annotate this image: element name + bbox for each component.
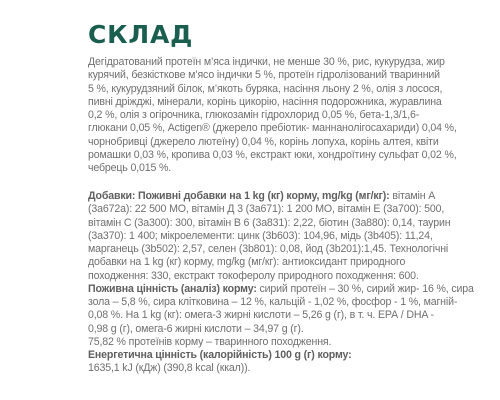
additives-line: марганець (3b502): 2,57, селен (3b801): 0,08, йод (3b201):1,45. Технологічні (88, 243, 449, 255)
analysis-line (88, 283, 498, 296)
energy-label: Енергетична цінність (калорійність) 100 g (г) корму: (88, 349, 352, 361)
composition-line: чебрець 0,015 %. (88, 162, 172, 174)
additives-line: (3a370): 1 400; мікроелементи: цинк (3b603): 104,96, мідь (3b405): 11,24, (88, 229, 433, 242)
additives-label: Добавки: Поживні добавки на 1 kg (кг) корму, mg/kg (мг/кг): (88, 190, 390, 202)
page-title: СКЛАД (88, 20, 194, 49)
analysis-line: 75,82 % протеїнів корму – тваринного походження. (88, 335, 332, 348)
additives-line: добавки на 1 kg (кг) корму, mg/kg (мг/кг): антиоксидант природного (88, 256, 406, 269)
analysis-text: сирий протеїн – 30 %, сирий жир- 16 %, сира (256, 282, 474, 295)
additives-text: вітамін А (389, 190, 436, 202)
additives-line (88, 190, 498, 203)
analysis-line: зола – 5,8 %, сира клітковина – 12 %, кальцій - 1,02 %, фосфор - 1 %, магній- (88, 296, 458, 308)
composition-line: 5 %, кукурудзяний білок, м’якоть буряка, насіння льону 2 %, олія з лосося, (88, 82, 443, 95)
analysis-label: Поживна цінність (аналіз) корму: (88, 282, 257, 295)
energy-value: 1635,1 kJ (кДж) (390,8 kcal (ккал)). (88, 362, 251, 375)
analysis-line: 0,08 %. На 1 kg (кг): омега-3 жирні кислоти – 5,26 g (г), в т. ч. ЕРА / DHA - (88, 309, 434, 322)
analysis-line: 0,98 g (г), омега-6 жирні кислоти – 34,97 g (г). (88, 322, 304, 335)
composition-line: чорнобривці (джерело лютеїну) 0,04 %, корінь лопуха, корінь алтея, квіти (88, 135, 439, 148)
additives-line: походження: 330, екстракт токоферолу природного походження: 600. (88, 269, 419, 282)
composition-line: 0,2 %, олія з огірочника, глюкозамін гідрохлорид 0,05 %, бета-1,3/1,6- (88, 109, 420, 121)
composition-paragraph (88, 56, 498, 175)
composition-line: Дегідратований протеїн м’яса індички, не менше 30 %, рис, кукурудза, жир (88, 56, 445, 68)
composition-line: ромашки 0,03 %, кропива 0,03 %, екстракт юки, хондроїтину сульфат 0,02 %, (88, 148, 457, 161)
composition-line: пивні дріжджі, мінерали, корінь цикорію, насіння подорожника, журавлина (88, 95, 442, 108)
composition-line: курячий, безкісткове м’ясо індички 5 %, протеїн гідролізований тваринний (88, 69, 440, 82)
additives-line: вітамін С (3a300): 300, вітамін В 6 (3a831): 2,22, біотин (3a880): 0,14, таурин (88, 216, 451, 229)
nutrition-section (88, 190, 498, 376)
composition-line: глюкани 0,05 %, Actigen® (джерело пребіотик- маннанолігосахариди) 0,04 %, (88, 122, 457, 135)
additives-line: (3a672a): 22 500 МО, вітамін Д 3 (3a671): 1 200 МО, вітамін Е (3a700): 500, (88, 203, 445, 216)
